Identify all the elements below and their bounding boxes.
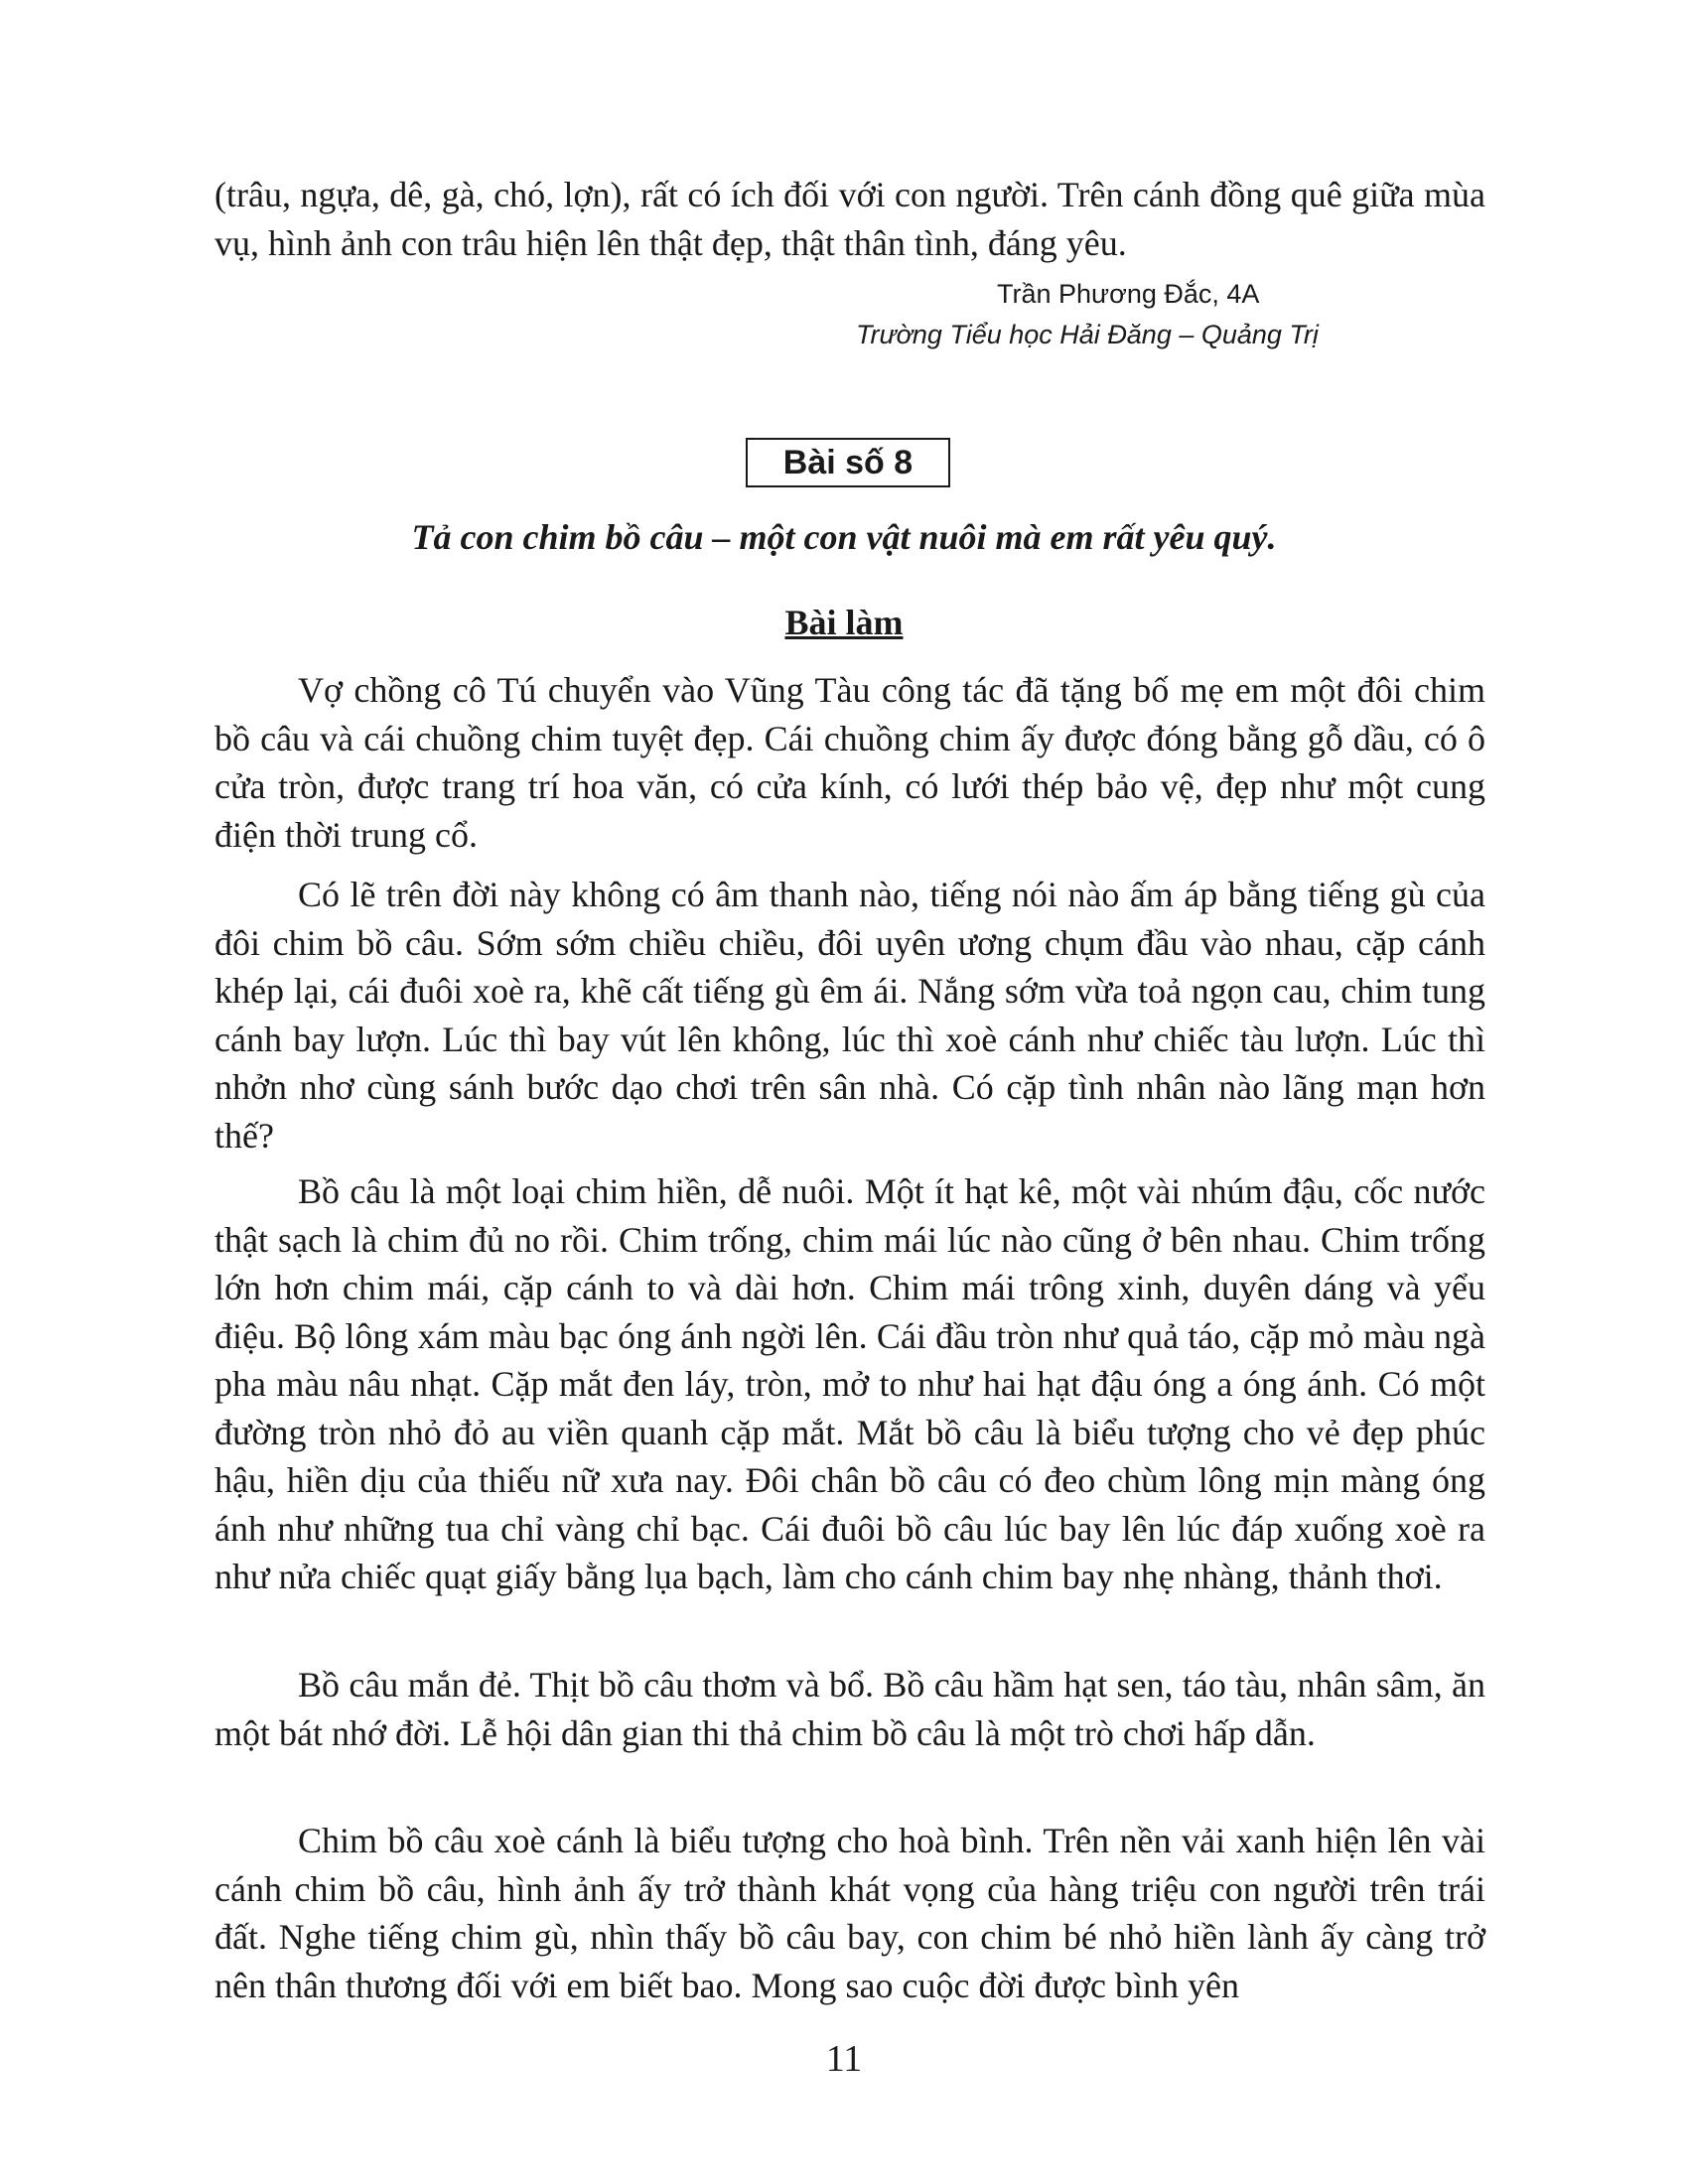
answer-heading: Bài làm bbox=[784, 603, 904, 642]
section-title: Bài số 8 bbox=[782, 443, 914, 481]
essay-prompt: Tả con chim bồ câu – một con vật nuôi mà em rất yêu quý. bbox=[411, 517, 1277, 557]
credit-school: Trường Tiểu học Hải Đăng – Quảng Trị bbox=[856, 320, 1319, 349]
essay-paragraph: Bồ câu mắn đẻ. Thịt bồ câu thơm và bổ. Bồ câu hầm hạt sen, táo tàu, nhân sâm, ăn một bát nhớ đời. Lễ hội dân gian thi thả chim bồ câu là một trò chơi hấp dẫn. bbox=[214, 1665, 1485, 1753]
essay-paragraph: Có lẽ trên đời này không có âm thanh nào, tiếng nói nào ấm áp bằng tiếng gù của đôi chim bồ câu. Sớm sớm chiều chiều, đôi uyên ương chụm đầu vào nhau, cặp cánh khép lại, cái đuôi xoè ra, khẽ cất tiếng gù êm ái. Nắng sớm vừa toả ngọn cau, chim tung cánh bay lượn. Lúc thì bay vút lên không, lúc thì xoè cánh như chiếc tàu lượn. Lúc thì nhởn nhơ cùng sánh bước dạo chơi trên sân nhà. Có cặp tình nhân nào lãng mạn hơn thế? bbox=[214, 875, 1485, 1156]
section-title-box bbox=[746, 438, 950, 487]
essay-paragraph: Bồ câu là một loại chim hiền, dễ nuôi. Một ít hạt kê, một vài nhúm đậu, cốc nước thật sạch là chim đủ no rồi. Chim trống, chim mái lúc nào cũng ở bên nhau. Chim trống lớn hơn chim mái, cặp cánh to và dài hơn. Chim mái trông xinh, duyên dáng và yểu điệu. Bộ lông xám màu bạc óng ánh ngời lên. Cái đầu tròn như quả táo, cặp mỏ màu ngà pha màu nâu nhạt. Cặp mắt đen láy, tròn, mở to như hai hạt đậu óng a óng ánh. Có một đường tròn nhỏ đỏ au viền quanh cặp mắt. Mắt bồ câu là biểu tượng cho vẻ đẹp phúc hậu, hiền dịu của thiếu nữ xưa nay. Đôi chân bồ câu có đeo chùm lông mịn màng óng ánh như những tua chỉ vàng chỉ bạc. Cái đuôi bồ câu lúc bay lên lúc đáp xuống xoè ra như nửa chiếc quạt giấy bằng lụa bạch, làm cho cánh chim bay nhẹ nhàng, thảnh thơi. bbox=[214, 1171, 1485, 1596]
credit-author: Trần Phương Đắc, 4A bbox=[997, 279, 1260, 309]
essay-paragraph: Chim bồ câu xoè cánh là biểu tượng cho hoà bình. Trên nền vải xanh hiện lên vài cánh chim bồ câu, hình ảnh ấy trở thành khát vọng của hàng triệu con người trên trái đất. Nghe tiếng chim gù, nhìn thấy bồ câu bay, con chim bé nhỏ hiền lành ấy càng trở nên thân thương đối với em biết bao. Mong sao cuộc đời được bình yên bbox=[214, 1821, 1485, 2005]
essay-paragraph: Vợ chồng cô Tú chuyển vào Vũng Tàu công tác đã tặng bố mẹ em một đôi chim bồ câu và cái chuồng chim tuyệt đẹp. Cái chuồng chim ấy được đóng bằng gỗ dầu, có ô cửa tròn, được trang trí hoa văn, có cửa kính, có lưới thép bảo vệ, đẹp như một cung điện thời trung cổ. bbox=[214, 670, 1485, 855]
intro-paragraph: (trâu, ngựa, dê, gà, chó, lợn), rất có ích đối với con người. Trên cánh đồng quê giữa mùa vụ, hình ảnh con trâu hiện lên thật đẹp, thật thân tình, đáng yêu. bbox=[214, 175, 1485, 263]
page-number: 11 bbox=[825, 2038, 863, 2080]
